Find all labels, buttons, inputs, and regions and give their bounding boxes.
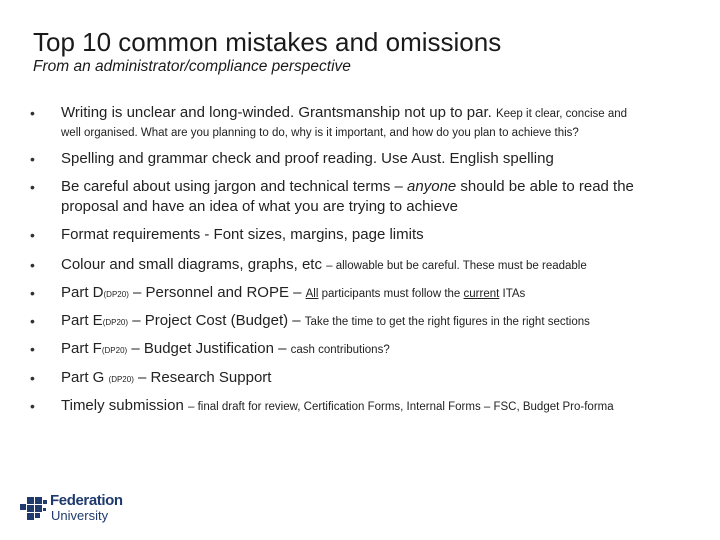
item-part: Part G (61, 369, 105, 386)
item-note-underlined: current (463, 288, 500, 300)
item-text: Be careful about using jargon and technical terms – (61, 178, 408, 195)
item-code: (DP20) (102, 318, 129, 327)
item-note: cash contributions? (290, 344, 390, 356)
item-note-end: ITAs (499, 288, 526, 300)
item-part: Part E (61, 312, 103, 329)
item-text: Writing is unclear and long-winded. Grantsmanship not up to par. (61, 104, 492, 121)
item-text: – Project Cost (Budget) – (132, 312, 301, 329)
item-note-underlined: All (305, 288, 319, 300)
item-note: – allowable but be careful. These must be readable (326, 260, 587, 272)
item-text: – Research Support (138, 369, 272, 386)
item-text-line2: proposal and have an idea of what you are trying to achieve (61, 198, 458, 215)
item-note-continued: well organised. What are you planning to do, why is it important, and how do you plan to achieve this? (61, 127, 579, 139)
bullet-icon: • (30, 151, 35, 167)
item-code: (DP20) (103, 290, 129, 299)
bullet-icon: • (30, 257, 35, 273)
bullet-icon: • (30, 179, 35, 195)
logo-text-primary: Federation (50, 492, 123, 509)
item-text: – Personnel and ROPE – (133, 284, 302, 301)
item-text-emphasis: anyone (407, 178, 457, 195)
bullet-icon: • (30, 341, 35, 357)
item-code: (DP20) (101, 346, 128, 355)
bullet-icon: • (30, 313, 35, 329)
item-text: Spelling and grammar check and proof reading. Use Aust. English spelling (61, 150, 554, 167)
item-note: participants must follow the (318, 288, 464, 300)
item-part: Part D (61, 284, 104, 301)
page-subtitle: From an administrator/compliance perspective (33, 58, 351, 75)
item-text: Timely submission (61, 397, 184, 414)
logo-text-secondary: University (51, 508, 109, 523)
item-note: – final draft for review, Certification Forms, Internal Forms – FSC, Budget Pro-forma (187, 401, 614, 413)
item-text-end: should be able to read the (456, 178, 634, 195)
bullet-icon: • (30, 227, 35, 243)
item-text: – Budget Justification – (131, 340, 287, 357)
item-text: Format requirements - Font sizes, margins, page limits (61, 226, 424, 243)
item-text: Colour and small diagrams, graphs, etc (61, 256, 322, 273)
bullet-icon: • (30, 370, 35, 386)
bullet-icon: • (30, 285, 35, 301)
item-note: Take the time to get the right figures in the right sections (304, 316, 590, 328)
bullet-icon: • (30, 105, 35, 121)
federation-university-logo (20, 492, 130, 524)
federation-university-logo-mark-icon (20, 494, 48, 522)
page-title: Top 10 common mistakes and omissions (33, 27, 502, 57)
item-part: Part F (61, 340, 102, 357)
bullet-icon: • (30, 398, 35, 414)
item-note: Keep it clear, concise and (495, 108, 628, 120)
item-code: (DP20) (108, 375, 134, 384)
